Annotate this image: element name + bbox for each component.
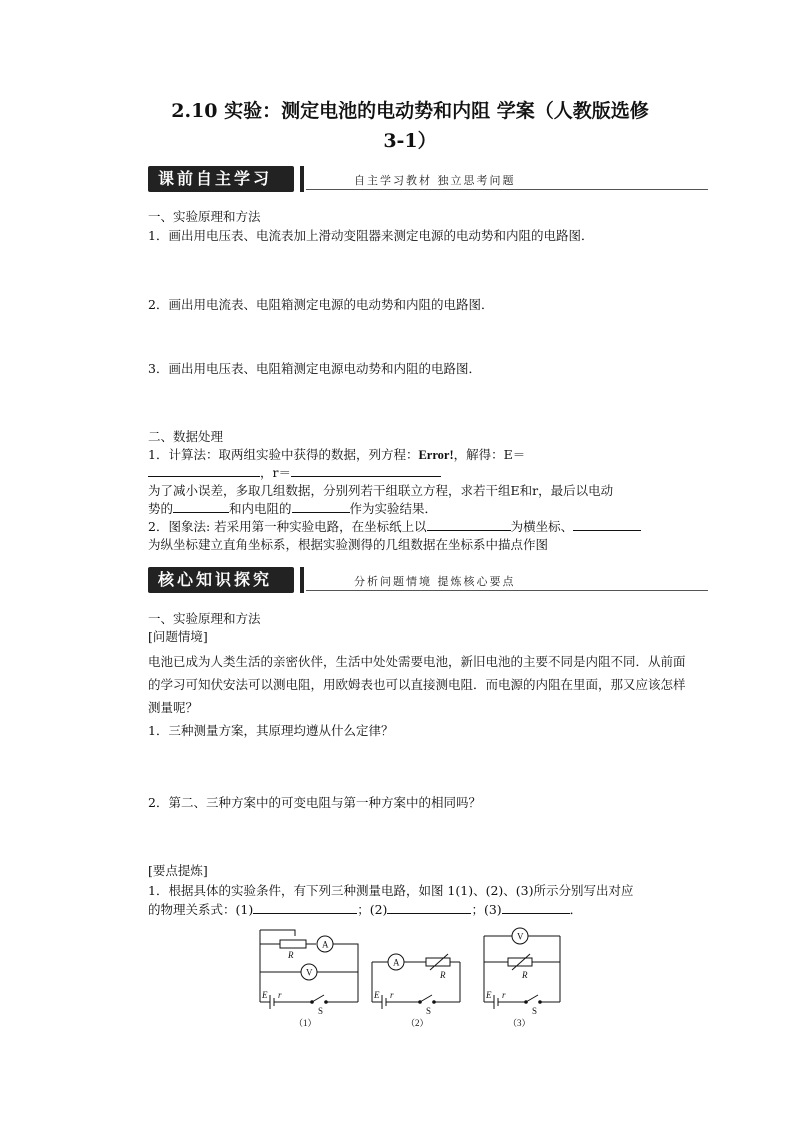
- blank: [291, 464, 441, 477]
- section-tag: 核心知识探究: [148, 567, 294, 593]
- internal-label: r: [502, 990, 506, 1000]
- text-line: [148, 500, 437, 518]
- switch-label: S: [426, 1006, 432, 1016]
- heading: 二、数据处理: [148, 429, 224, 444]
- section-banner-core: [148, 567, 708, 597]
- text: 2．图象法: 若采用第一种实验电路，在坐标纸上以: [148, 519, 427, 534]
- resistor-label: R: [288, 950, 294, 960]
- label: [问题情境]: [148, 629, 208, 644]
- blank: [573, 518, 641, 531]
- switch-icon: [420, 995, 432, 1002]
- emf-label: E: [486, 990, 492, 1000]
- text: ，解得：E＝: [453, 447, 526, 462]
- internal-label: r: [390, 990, 394, 1000]
- question-3: 3．画出用电压表、电阻箱测定电源电动势和内阻的电路图．: [148, 361, 481, 376]
- paragraph: 电池已成为人类生活的亲密伙伴，生活中处处需要电池，新旧电池的主要不同是内阻不同．从前面的学习可知伏安法可以测电阻，用欧姆表也可以直接测电阻．而电源的内阻在里面，那又应该怎样测量呢？: [148, 654, 686, 715]
- circuit-3: [484, 928, 560, 1028]
- text-line: 为了减小误差，多取几组数据，分别列若干组联立方程，求若干组E和r，最后以电动: [148, 483, 614, 498]
- blank: [387, 901, 471, 914]
- blank: [292, 500, 350, 513]
- text: ；(2): [357, 902, 388, 917]
- section-subtitle: 分析问题情境 提炼核心要点: [354, 575, 516, 588]
- divider: [306, 189, 708, 190]
- switch-label: S: [318, 1006, 324, 1016]
- text: ；(3): [471, 902, 502, 917]
- emf-label: E: [374, 990, 380, 1000]
- title-line-2: 3-1）: [383, 130, 437, 152]
- blank: [148, 464, 260, 477]
- text-line: 1．根据具体的实验条件，有下列三种测量电路，如图 1(1)、(2)、(3)所示分别写出对应: [148, 883, 634, 898]
- voltmeter-label: V: [306, 967, 313, 978]
- text-line: 为纵坐标建立直角坐标系，根据实验测得的几组数据在坐标系中描点作图: [148, 537, 549, 552]
- text-line: [148, 901, 582, 919]
- ammeter-label: A: [393, 957, 400, 968]
- rheostat-arrow: [512, 954, 530, 970]
- internal-label: r: [278, 990, 282, 1000]
- circuit-diagrams: [250, 922, 570, 1032]
- resistor-label: R: [522, 970, 528, 980]
- switch-icon: [312, 995, 324, 1002]
- blank: [173, 500, 229, 513]
- calc-line: [148, 446, 525, 464]
- text: 为横坐标、: [510, 519, 574, 534]
- circuit-1: [260, 930, 358, 1028]
- text: 势的: [148, 501, 174, 516]
- text: 和内电阻的: [229, 501, 292, 516]
- error-text: Error!: [418, 448, 454, 462]
- question-2: 2．第二、三种方案中的可变电阻与第一种方案中的相同吗？: [148, 795, 481, 810]
- emf-label: E: [262, 990, 268, 1000]
- section-tag: 课前自主学习: [148, 166, 294, 192]
- voltmeter-label: V: [517, 931, 524, 942]
- title-line-1: 2.10 实验：测定电池的电动势和内阻 学案（人教版选修: [171, 100, 649, 122]
- question-1: 1．画出用电压表、电流表加上滑动变阻器来测定电源的电动势和内阻的电路图．: [148, 228, 594, 243]
- blank: [253, 901, 357, 914]
- text: ，r＝: [260, 465, 291, 480]
- page-title: [140, 96, 680, 156]
- text: 1．计算法：取两组实验中获得的数据，列方程：: [148, 447, 419, 462]
- ammeter-label: A: [322, 939, 329, 950]
- text: 的物理关系式：(1): [148, 902, 254, 917]
- section-subtitle: 自主学习教材 独立思考问题: [354, 174, 516, 187]
- caption: （1）: [294, 1018, 317, 1028]
- resistor-label: R: [440, 970, 446, 980]
- caption: （2）: [406, 1018, 429, 1028]
- section-banner-preview: [148, 166, 708, 196]
- divider: [306, 590, 708, 591]
- heading: 一、实验原理和方法: [148, 611, 261, 626]
- blank: [427, 518, 511, 531]
- calc-answer-line: [148, 464, 441, 482]
- rheostat-arrow: [430, 954, 448, 970]
- circuit-2: [372, 954, 460, 1028]
- text: 作为实验结果．: [349, 501, 438, 516]
- label: [要点提炼]: [148, 863, 208, 878]
- question-1: 1．三种测量方案，其原理均遵从什么定律？: [148, 723, 394, 738]
- caption: （3）: [508, 1018, 531, 1028]
- blank: [502, 901, 570, 914]
- heading: 一、实验原理和方法: [148, 209, 261, 224]
- text: ．: [569, 902, 583, 917]
- switch-label: S: [532, 1006, 538, 1016]
- text-line: [148, 518, 641, 536]
- question-2: 2．画出用电流表、电阻箱测定电源的电动势和内阻的电路图．: [148, 297, 494, 312]
- switch-icon: [526, 995, 538, 1002]
